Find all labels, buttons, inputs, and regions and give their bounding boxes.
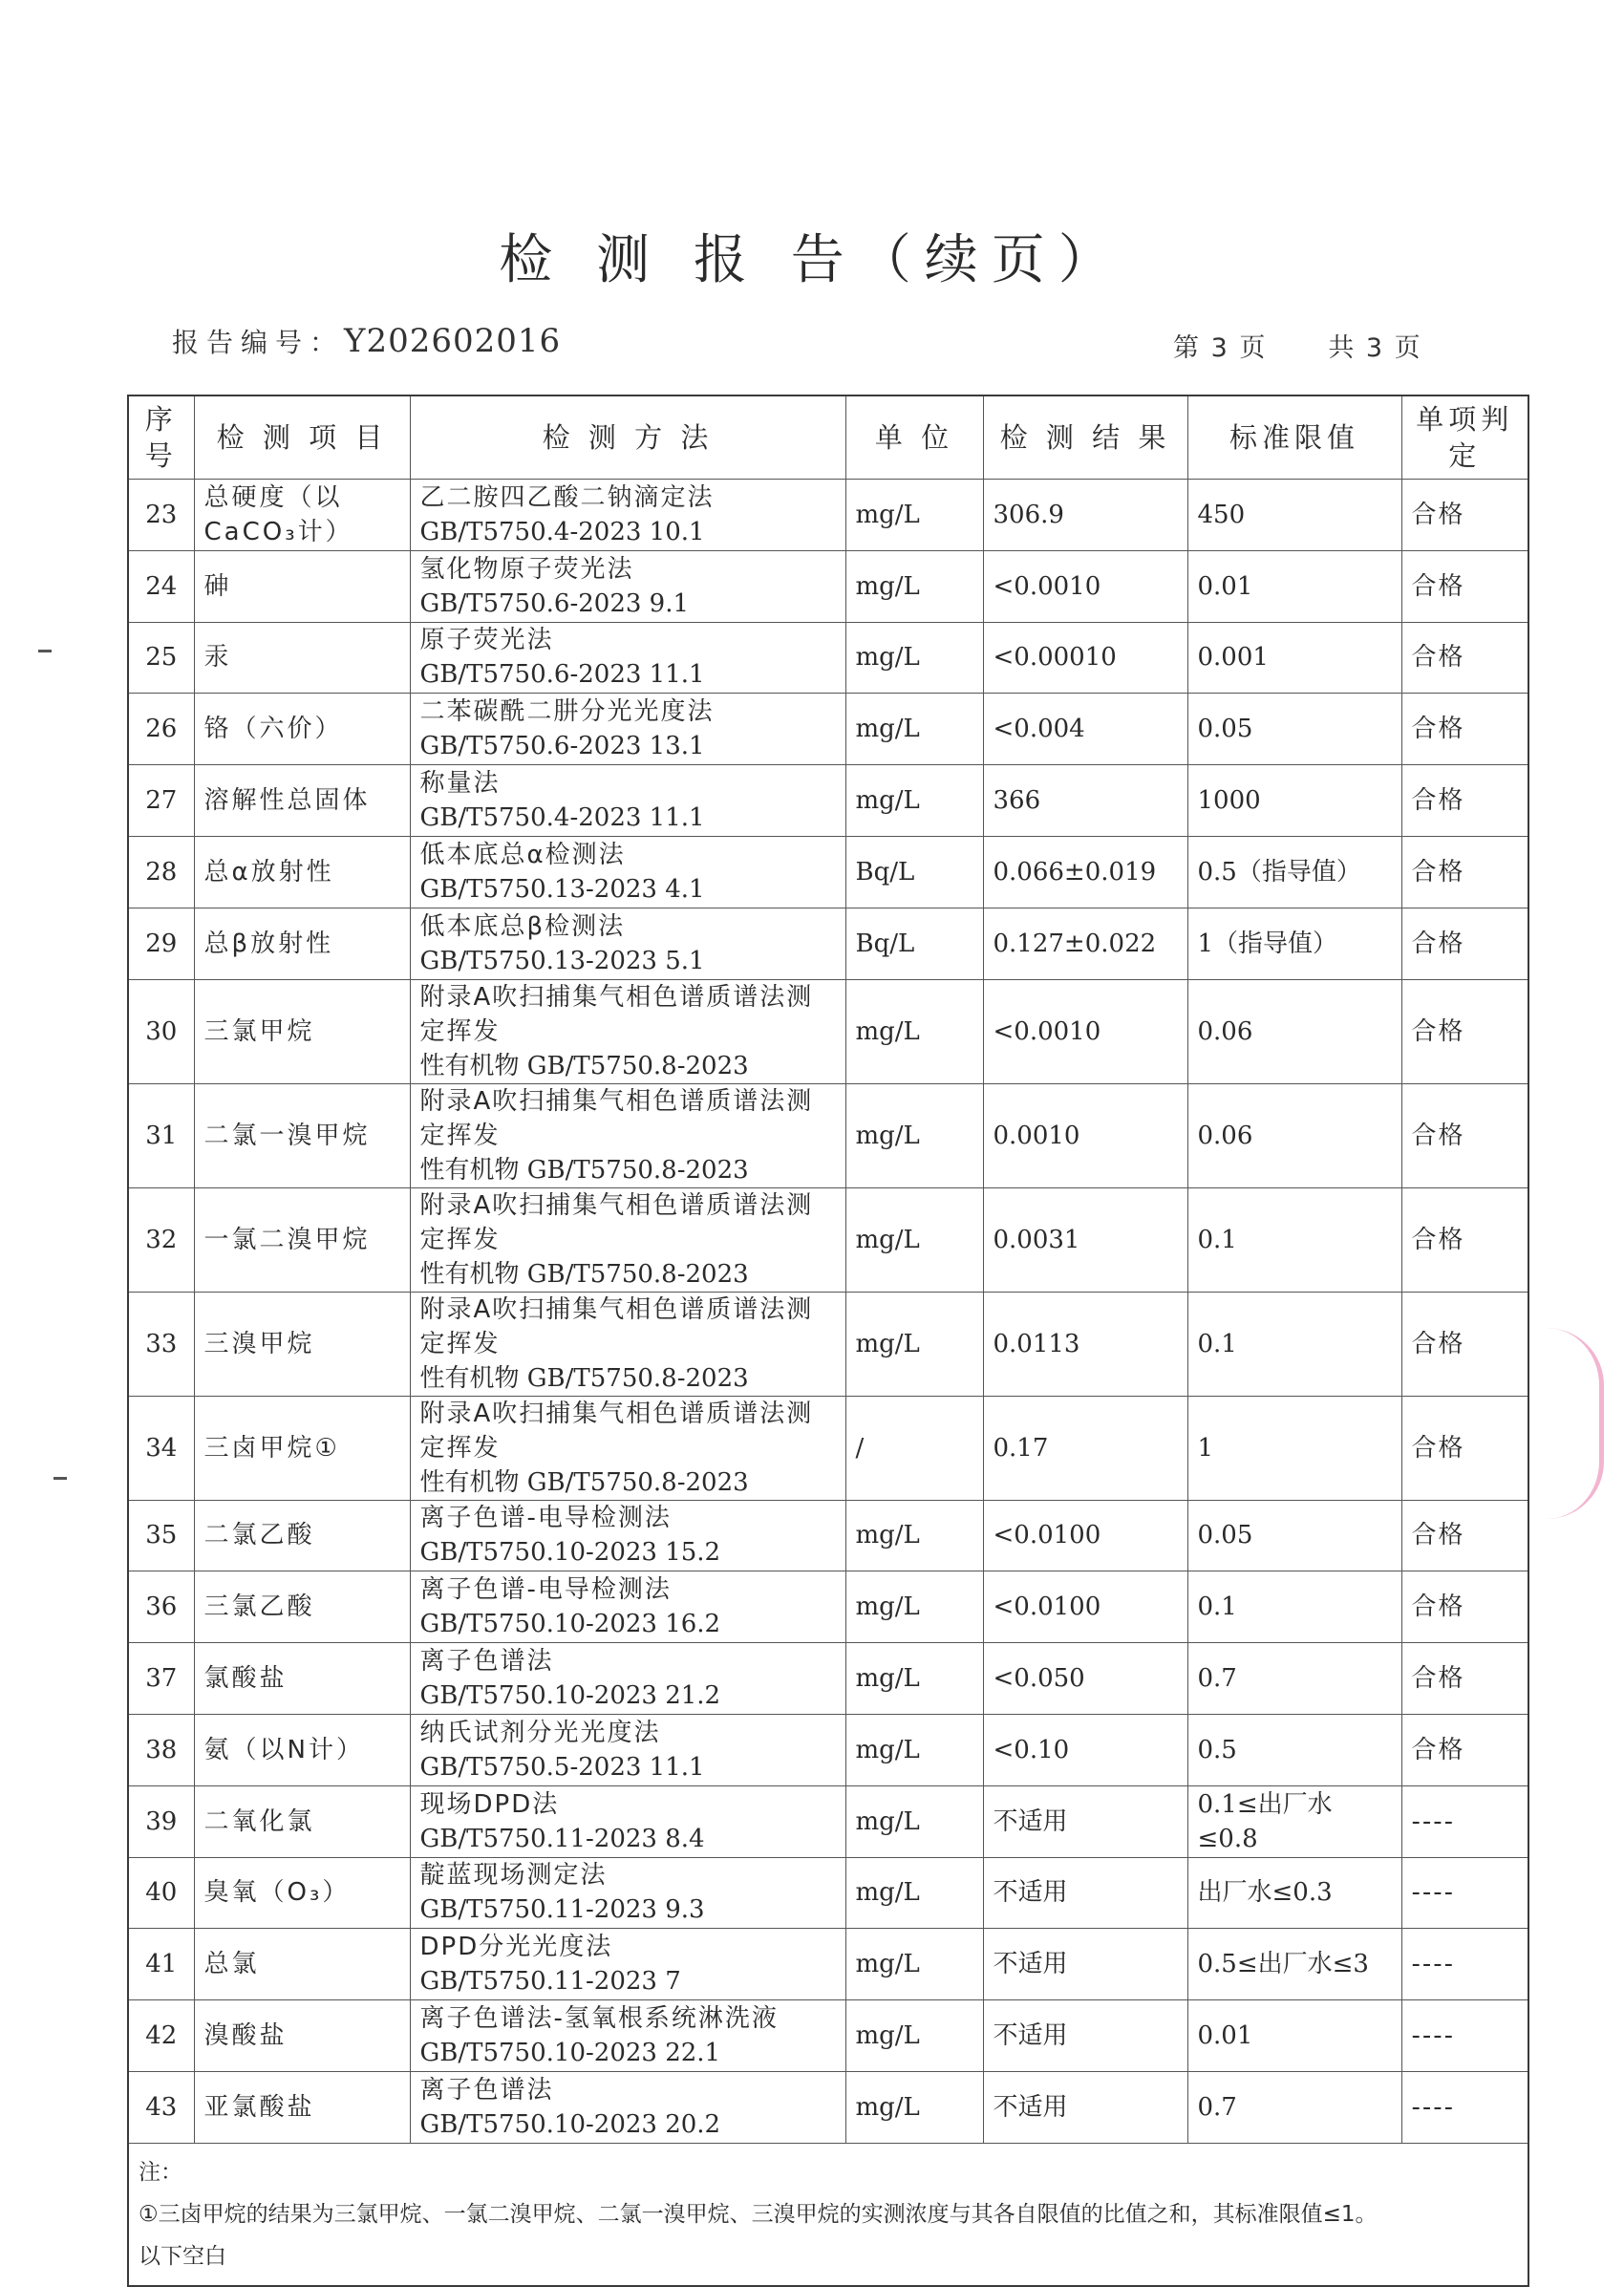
- method-name: 靛蓝现场测定法: [419, 1861, 608, 1891]
- row-result: <0.0100: [983, 1500, 1187, 1571]
- row-method: [410, 1785, 845, 1857]
- header-standard: 标准限值: [1187, 395, 1401, 480]
- row-result: 不适用: [983, 1857, 1187, 1929]
- method-standard: GB/T5750.4-2023 11.1: [419, 803, 705, 833]
- row-result: 0.066±0.019: [983, 836, 1187, 908]
- method-standard: GB/T5750.10-2023 16.2: [419, 1610, 721, 1639]
- row-judgement: 合格: [1401, 979, 1528, 1083]
- page-title: 检 测 报 告（续页）: [499, 229, 1125, 291]
- row-unit: mg/L: [845, 1785, 983, 1857]
- table-row: [128, 1857, 1528, 1929]
- row-number: 26: [128, 694, 194, 765]
- row-judgement: 合格: [1401, 1292, 1528, 1396]
- row-number: 34: [128, 1396, 194, 1500]
- table-row: [128, 908, 1528, 979]
- method-name: 离子色谱法: [419, 1647, 554, 1677]
- method-name: 附录A吹扫捕集气相色谱质谱法测定挥发: [419, 1086, 814, 1150]
- table-row: [128, 765, 1528, 837]
- method-name: 离子色谱法: [419, 2075, 554, 2105]
- row-item: 汞: [194, 622, 410, 694]
- row-standard: 0.01: [1187, 550, 1401, 622]
- row-item: 溴酸盐: [194, 2000, 410, 2072]
- row-number: 40: [128, 1857, 194, 1929]
- method-name: 乙二胺四乙酸二钠滴定法: [419, 482, 715, 512]
- method-name: 原子荧光法: [419, 626, 554, 655]
- row-item: 总氯: [194, 1929, 410, 2000]
- method-name: 离子色谱法-氢氧根系统淋洗液: [419, 2004, 779, 2034]
- method-standard: GB/T5750.13-2023 5.1: [419, 946, 705, 975]
- row-result: 0.0113: [983, 1292, 1187, 1396]
- method-standard: 性有机物 GB/T5750.8-2023: [419, 1363, 749, 1393]
- row-unit: mg/L: [845, 1571, 983, 1643]
- row-unit: mg/L: [845, 1083, 983, 1187]
- row-number: 31: [128, 1083, 194, 1187]
- row-judgement: 合格: [1401, 1643, 1528, 1715]
- row-number: 28: [128, 836, 194, 908]
- method-name: 离子色谱-电导检测法: [419, 1575, 672, 1605]
- row-number: 32: [128, 1187, 194, 1292]
- table-row: [128, 1643, 1528, 1715]
- row-number: 36: [128, 1571, 194, 1643]
- notes-line-1: ①三卤甲烷的结果为三氯甲烷、一氯二溴甲烷、二氯一溴甲烷、三溴甲烷的实测浓度与其各自限值的比值之和，其标准限值≤1。: [139, 2201, 1378, 2227]
- row-judgement: ----: [1401, 1857, 1528, 1929]
- row-judgement: 合格: [1401, 1500, 1528, 1571]
- table-row: [128, 1396, 1528, 1500]
- row-method: [410, 1714, 845, 1785]
- row-standard: 0.001: [1187, 622, 1401, 694]
- row-method: [410, 1396, 845, 1500]
- method-name: 低本底总α检测法: [419, 840, 626, 869]
- method-standard: GB/T5750.6-2023 11.1: [419, 660, 705, 690]
- row-number: 24: [128, 550, 194, 622]
- report-number: [172, 322, 561, 360]
- row-unit: mg/L: [845, 480, 983, 551]
- row-result: 366: [983, 765, 1187, 837]
- row-number: 43: [128, 2071, 194, 2143]
- row-judgement: 合格: [1401, 694, 1528, 765]
- row-standard: 0.05: [1187, 1500, 1401, 1571]
- method-standard: 性有机物 GB/T5750.8-2023: [419, 1051, 749, 1080]
- method-standard: GB/T5750.6-2023 13.1: [419, 732, 705, 761]
- row-method: [410, 1083, 845, 1187]
- method-name: 现场DPD法: [419, 1789, 560, 1819]
- row-method: [410, 2000, 845, 2072]
- row-item: 臭氧（O₃）: [194, 1857, 410, 1929]
- method-name: 附录A吹扫捕集气相色谱质谱法测定挥发: [419, 1399, 814, 1463]
- row-judgement: 合格: [1401, 908, 1528, 979]
- row-result: <0.0010: [983, 979, 1187, 1083]
- page-current: 第 3 页: [1173, 333, 1268, 363]
- row-unit: mg/L: [845, 1714, 983, 1785]
- row-standard: 0.7: [1187, 1643, 1401, 1715]
- row-judgement: ----: [1401, 1929, 1528, 2000]
- notes-line-2: 以下空白: [139, 2243, 226, 2269]
- table-row: [128, 1500, 1528, 1571]
- row-number: 29: [128, 908, 194, 979]
- header-judgement: 单项判定: [1401, 395, 1528, 480]
- row-judgement: 合格: [1401, 765, 1528, 837]
- row-method: [410, 1857, 845, 1929]
- row-result: <0.004: [983, 694, 1187, 765]
- row-method: [410, 1643, 845, 1715]
- row-judgement: 合格: [1401, 1571, 1528, 1643]
- row-result: 0.0031: [983, 1187, 1187, 1292]
- row-method: [410, 765, 845, 837]
- row-item: 氨（以N计）: [194, 1714, 410, 1785]
- row-unit: Bq/L: [845, 908, 983, 979]
- row-method: [410, 1500, 845, 1571]
- table-row: [128, 1714, 1528, 1785]
- row-item: 一氯二溴甲烷: [194, 1187, 410, 1292]
- row-item: 溶解性总固体: [194, 765, 410, 837]
- header-item: 检 测 项 目: [194, 395, 410, 480]
- row-number: 33: [128, 1292, 194, 1396]
- row-method: [410, 908, 845, 979]
- row-item: 亚氯酸盐: [194, 2071, 410, 2143]
- row-number: 35: [128, 1500, 194, 1571]
- row-method: [410, 694, 845, 765]
- method-standard: GB/T5750.13-2023 4.1: [419, 874, 705, 904]
- row-number: 39: [128, 1785, 194, 1857]
- row-item: 总β放射性: [194, 908, 410, 979]
- row-method: [410, 1571, 845, 1643]
- row-number: 41: [128, 1929, 194, 2000]
- row-judgement: ----: [1401, 2000, 1528, 2072]
- row-result: 不适用: [983, 1785, 1187, 1857]
- row-method: [410, 480, 845, 551]
- row-standard: 出厂水≤0.3: [1187, 1857, 1401, 1929]
- notes-label: 注：: [139, 2159, 182, 2185]
- row-item: 总硬度（以CaCO₃计）: [194, 480, 410, 551]
- header-no: 序号: [128, 395, 194, 480]
- row-unit: mg/L: [845, 979, 983, 1083]
- table-row: [128, 1929, 1528, 2000]
- row-judgement: ----: [1401, 1785, 1528, 1857]
- table-row: [128, 1083, 1528, 1187]
- row-number: 30: [128, 979, 194, 1083]
- row-unit: mg/L: [845, 765, 983, 837]
- row-item: 三卤甲烷①: [194, 1396, 410, 1500]
- row-result: <0.0010: [983, 550, 1187, 622]
- row-unit: Bq/L: [845, 836, 983, 908]
- row-number: 42: [128, 2000, 194, 2072]
- row-item: 氯酸盐: [194, 1643, 410, 1715]
- row-standard: 0.06: [1187, 979, 1401, 1083]
- table-row: [128, 1292, 1528, 1396]
- method-standard: 性有机物 GB/T5750.8-2023: [419, 1155, 749, 1185]
- row-item: 二氯乙酸: [194, 1500, 410, 1571]
- method-name: 纳氏试剂分光光度法: [419, 1718, 661, 1747]
- row-standard: 1000: [1187, 765, 1401, 837]
- row-result: 0.127±0.022: [983, 908, 1187, 979]
- method-standard: GB/T5750.4-2023 10.1: [419, 517, 705, 546]
- row-judgement: 合格: [1401, 1187, 1528, 1292]
- row-method: [410, 979, 845, 1083]
- row-result: 不适用: [983, 2000, 1187, 2072]
- row-result: 不适用: [983, 1929, 1187, 2000]
- row-item: 二氧化氯: [194, 1785, 410, 1857]
- method-standard: GB/T5750.10-2023 22.1: [419, 2039, 721, 2068]
- row-unit: mg/L: [845, 2071, 983, 2143]
- table-row: [128, 1785, 1528, 1857]
- row-method: [410, 550, 845, 622]
- row-item: 砷: [194, 550, 410, 622]
- method-name: 附录A吹扫捕集气相色谱质谱法测定挥发: [419, 982, 814, 1046]
- row-standard: 0.5: [1187, 1714, 1401, 1785]
- method-standard: GB/T5750.10-2023 15.2: [419, 1538, 721, 1568]
- header-unit: 单 位: [845, 395, 983, 480]
- row-result: <0.00010: [983, 622, 1187, 694]
- row-item: 总α放射性: [194, 836, 410, 908]
- row-method: [410, 1929, 845, 2000]
- table-row: [128, 1571, 1528, 1643]
- page-indicator: [1173, 327, 1422, 364]
- row-judgement: 合格: [1401, 622, 1528, 694]
- method-standard: 性有机物 GB/T5750.8-2023: [419, 1259, 749, 1289]
- method-standard: GB/T5750.11-2023 7: [419, 1967, 681, 1997]
- row-unit: mg/L: [845, 1643, 983, 1715]
- row-standard: 0.5（指导值）: [1187, 836, 1401, 908]
- method-standard: 性有机物 GB/T5750.8-2023: [419, 1467, 749, 1497]
- row-unit: /: [845, 1396, 983, 1500]
- header-row: [128, 395, 1528, 480]
- method-name: 离子色谱-电导检测法: [419, 1504, 672, 1533]
- row-standard: 450: [1187, 480, 1401, 551]
- method-standard: GB/T5750.10-2023 21.2: [419, 1681, 721, 1711]
- row-standard: 0.05: [1187, 694, 1401, 765]
- row-standard: 0.1: [1187, 1187, 1401, 1292]
- row-standard: 0.01: [1187, 2000, 1401, 2072]
- row-result: 306.9: [983, 480, 1187, 551]
- row-method: [410, 836, 845, 908]
- table-row: [128, 1187, 1528, 1292]
- method-name: 二苯碳酰二肼分光光度法: [419, 697, 715, 727]
- row-standard: 1（指导值）: [1187, 908, 1401, 979]
- row-unit: mg/L: [845, 2000, 983, 2072]
- row-method: [410, 622, 845, 694]
- row-standard: 0.5≤出厂水≤3: [1187, 1929, 1401, 2000]
- row-judgement: 合格: [1401, 550, 1528, 622]
- row-item: 二氯一溴甲烷: [194, 1083, 410, 1187]
- row-number: 23: [128, 480, 194, 551]
- row-result: 0.17: [983, 1396, 1187, 1500]
- row-item: 三溴甲烷: [194, 1292, 410, 1396]
- method-standard: GB/T5750.11-2023 8.4: [419, 1824, 705, 1853]
- notes-row: [128, 2143, 1528, 2286]
- row-number: 38: [128, 1714, 194, 1785]
- table-row: [128, 622, 1528, 694]
- row-judgement: 合格: [1401, 480, 1528, 551]
- method-standard: GB/T5750.5-2023 11.1: [419, 1752, 705, 1782]
- row-number: 27: [128, 765, 194, 837]
- table-row: [128, 979, 1528, 1083]
- row-unit: mg/L: [845, 1857, 983, 1929]
- notes-cell: [128, 2143, 1528, 2286]
- row-result: <0.0100: [983, 1571, 1187, 1643]
- row-item: 三氯乙酸: [194, 1571, 410, 1643]
- row-result: 0.0010: [983, 1083, 1187, 1187]
- row-unit: mg/L: [845, 1929, 983, 2000]
- table-row: [128, 2071, 1528, 2143]
- row-judgement: 合格: [1401, 1396, 1528, 1500]
- row-result: <0.10: [983, 1714, 1187, 1785]
- table-row: [128, 694, 1528, 765]
- header-result: 检 测 结 果: [983, 395, 1187, 480]
- row-standard: 0.1: [1187, 1571, 1401, 1643]
- scan-mark: [38, 650, 52, 652]
- row-unit: mg/L: [845, 1292, 983, 1396]
- row-judgement: ----: [1401, 2071, 1528, 2143]
- method-name: 称量法: [419, 769, 501, 799]
- method-standard: GB/T5750.11-2023 9.3: [419, 1895, 705, 1925]
- row-judgement: 合格: [1401, 1083, 1528, 1187]
- table-row: [128, 480, 1528, 551]
- row-unit: mg/L: [845, 1500, 983, 1571]
- row-unit: mg/L: [845, 550, 983, 622]
- row-standard: 0.06: [1187, 1083, 1401, 1187]
- row-method: [410, 2071, 845, 2143]
- row-item: 铬（六价）: [194, 694, 410, 765]
- table-row: [128, 550, 1528, 622]
- method-name: 低本底总β检测法: [419, 911, 626, 941]
- row-unit: mg/L: [845, 622, 983, 694]
- seal-edge: [1542, 1328, 1604, 1519]
- row-judgement: 合格: [1401, 1714, 1528, 1785]
- method-standard: GB/T5750.10-2023 20.2: [419, 2109, 721, 2139]
- method-standard: GB/T5750.6-2023 9.1: [419, 588, 690, 618]
- row-standard: 1: [1187, 1396, 1401, 1500]
- row-result: 不适用: [983, 2071, 1187, 2143]
- row-standard: 0.7: [1187, 2071, 1401, 2143]
- row-number: 25: [128, 622, 194, 694]
- row-method: [410, 1187, 845, 1292]
- row-method: [410, 1292, 845, 1396]
- table-row: [128, 2000, 1528, 2072]
- method-name: DPD分光光度法: [419, 1933, 613, 1962]
- row-item: 三氯甲烷: [194, 979, 410, 1083]
- method-name: 氢化物原子荧光法: [419, 554, 634, 584]
- row-standard: 0.1≤出厂水≤0.8: [1187, 1785, 1401, 1857]
- method-name: 附录A吹扫捕集气相色谱质谱法测定挥发: [419, 1294, 814, 1358]
- row-unit: mg/L: [845, 1187, 983, 1292]
- method-name: 附录A吹扫捕集气相色谱质谱法测定挥发: [419, 1190, 814, 1254]
- table-row: [128, 836, 1528, 908]
- results-table: [127, 395, 1529, 2287]
- report-number-label: 报告编号：: [172, 327, 345, 358]
- row-judgement: 合格: [1401, 836, 1528, 908]
- report-number-value: Y202602016: [344, 322, 562, 360]
- row-unit: mg/L: [845, 694, 983, 765]
- page-total: 共 3 页: [1328, 333, 1422, 363]
- scan-mark: [53, 1477, 67, 1480]
- row-result: <0.050: [983, 1643, 1187, 1715]
- row-number: 37: [128, 1643, 194, 1715]
- header-method: 检 测 方 法: [410, 395, 845, 480]
- row-standard: 0.1: [1187, 1292, 1401, 1396]
